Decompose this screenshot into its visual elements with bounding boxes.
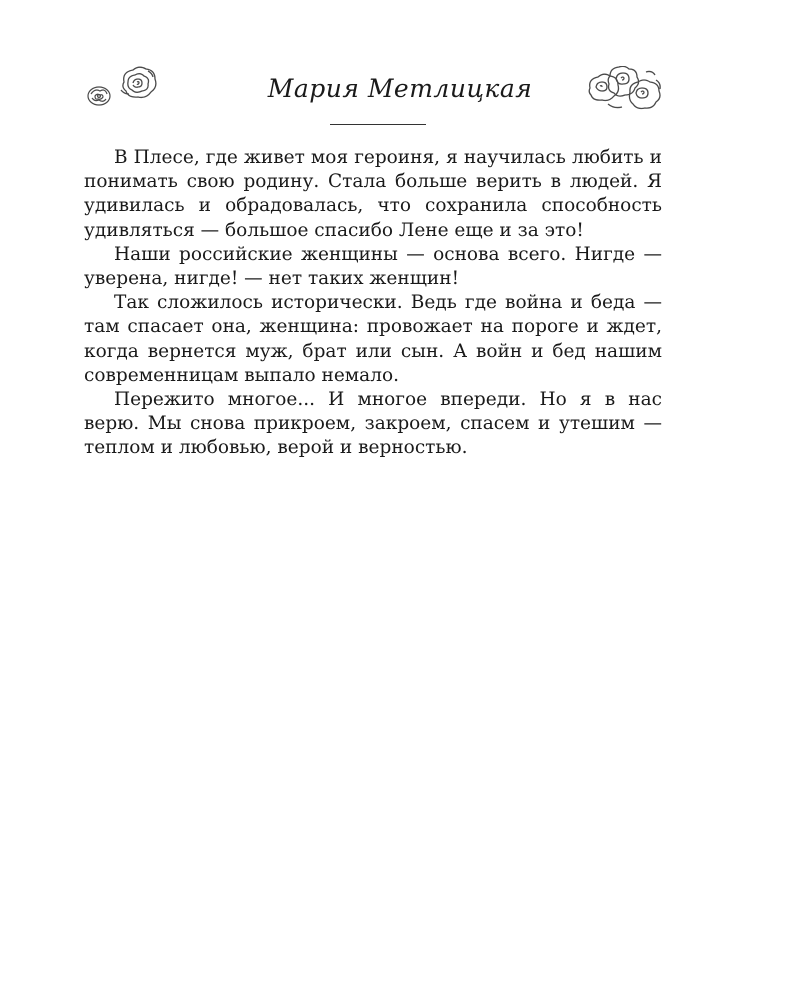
body-text bbox=[84, 146, 662, 461]
paragraph: Пережито многое... И многое впереди. Но я в нас верю. Мы снова прикроем, закроем, спасем и утешим — теплом и любовью, верой и верностью. bbox=[84, 389, 662, 459]
paragraph: В Плесе, где живет моя героиня, я научилась любить и понимать свою родину. Стала больше верить в людей. Я удивилась и обрадовалась, что сохранила способность удивляться — большое спасибо Лене еще и за это! bbox=[84, 147, 662, 241]
header-divider bbox=[330, 124, 426, 125]
running-header-author: Мария Метлицкая bbox=[267, 74, 533, 103]
paragraph: Так сложилось исторически. Ведь где война и беда — там спасает она, женщина: провожает на пороге и ждет, когда вернется муж, брат или сын. А войн и бед нашим современницам выпало немало. bbox=[84, 292, 662, 386]
paragraph: Наши российские женщины — основа всего. Нигде — уверена, нигде! — нет таких женщин! bbox=[84, 243, 662, 290]
